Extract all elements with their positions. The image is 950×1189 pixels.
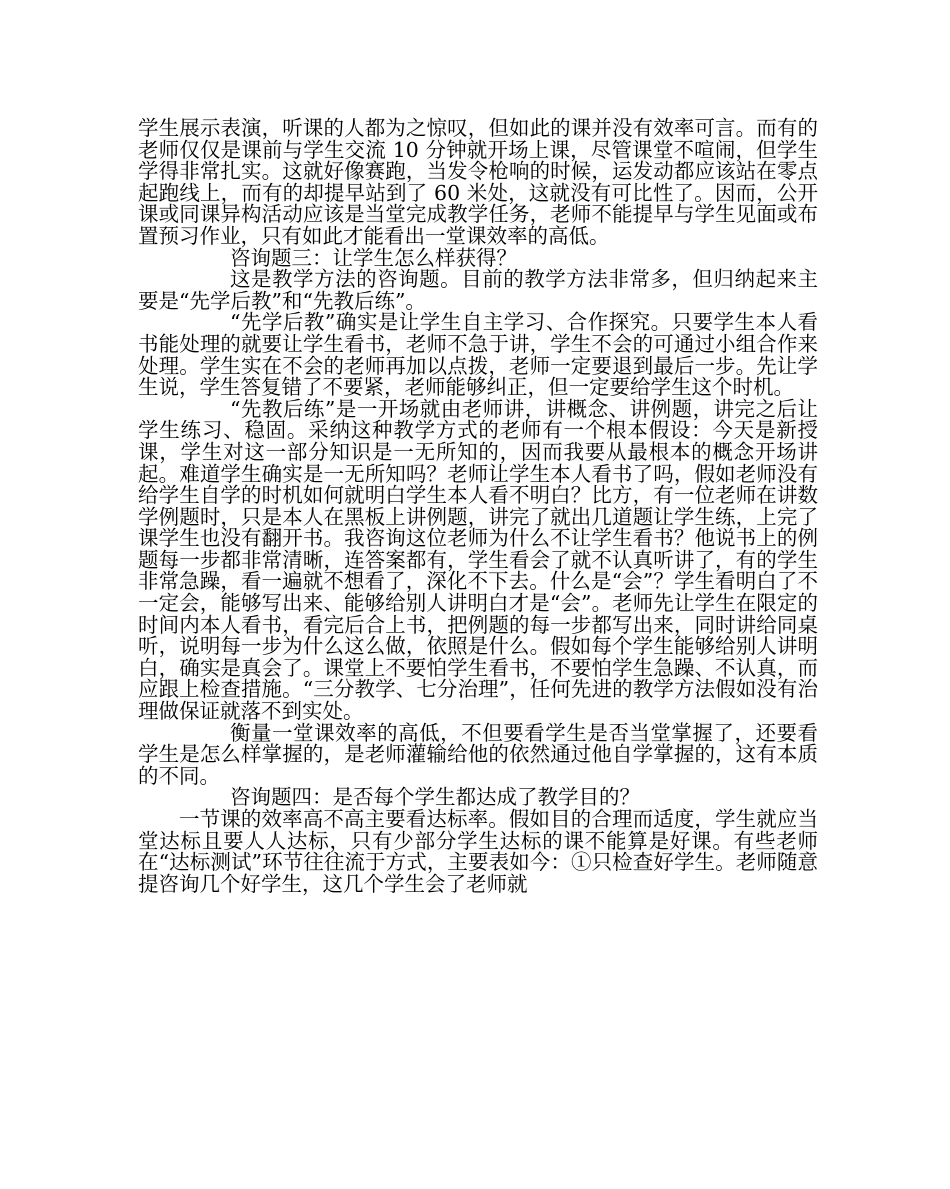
paragraph-3: “先学后教”确实是让学生自主学习、合作探究。只要学生本人看书能处理的就要让学生看书，老师不急于讲，学生不会的可通过小组合作来处理。学生实在不会的老师再加以点拨，老师一定要退到最后一步。先让学生说，学生答复错了不要紧，老师能够纠正，但一定要给学生这个时机。 xyxy=(138,310,818,400)
paragraph-6: 一节课的效率高不高主要看达标率。假如目的合理而适度，学生就应当堂达标且要人人达标，只有少部分学生达标的课不能算是好课。有些老师在“达标测试”环节往往流于方式，主要表如今：①只检查好学生。老师随意提咨询几个好学生，这几个学生会了老师就 xyxy=(138,807,818,896)
paragraph-2: 这是教学方法的咨询题。目前的教学方法非常多，但归纳起来主要是“先学后教”和“先教后练”。 xyxy=(138,267,818,313)
paragraph-1: 学生展示表演，听课的人都为之惊叹，但如此的课并没有效率可言。而有的老师仅仅是课前与学生交流 10 分钟就开场上课，尽管课堂不喧闹，但学生学得非常扎实。这就好像赛跑，当发令枪响的时候，运发动都应该站在零点起跑线上，而有的却提早站到了 60 米处，这就没有可比性了。因而，公开课或同课异构活动应该是当堂完成教学任务，老师不能提早与学生见面或布置预习作业，只有如此才能看出一堂课效率的高低。 xyxy=(138,116,818,248)
heading-question-3: 咨询题三：让学生怎么样获得？ xyxy=(230,245,517,270)
document-page xyxy=(138,118,818,895)
paragraph-5: 衡量一堂课效率的高低，不但要看学生是否当堂掌握了，还要看学生是怎么样掌握的，是老师灌输给他的依然通过他自学掌握的，这有本质的不同。 xyxy=(138,720,818,788)
paragraph-4: “先教后练”是一开场就由老师讲，讲概念、讲例题，讲完之后让学生练习、稳固。采纳这种教学方式的老师有一个根本假设：今天是新授课，学生对这一部分知识是一无所知的，因而我要从最根本的概念开场讲起。难道学生确实是一无所知吗？老师让学生本人看书了吗，假如老师没有给学生自学的时机如何就明白学生本人看不明白？比方，有一位老师在讲数学例题时，只是本人在黑板上讲例题，讲完了就出几道题让学生练，上完了课学生也没有翻开书。我咨询这位老师为什么不让学生看书？他说书上的例题每一步都非常清晰，连答案都有，学生看会了就不认真听讲了，有的学生非常急躁，看一遍就不想看了，深化不下去。什么是“会”？学生看明白了不一定会，能够写出来、能够给别人讲明白才是“会”。老师先让学生在限定的时间内本人看书，看完后合上书，把例题的每一步都写出来，同时讲给同桌听，说明每一步为什么这么做，依照是什么。假如每个学生能够给别人讲明白，确实是真会了。课堂上不要怕学生看书，不要怕学生急躁、不认真，而应跟上检查措施。“三分教学、七分治理”，任何先进的教学方法假如没有治理做保证就落不到实处。 xyxy=(138,396,818,724)
heading-question-4: 咨询题四：是否每个学生都达成了教学目的？ xyxy=(230,785,640,810)
